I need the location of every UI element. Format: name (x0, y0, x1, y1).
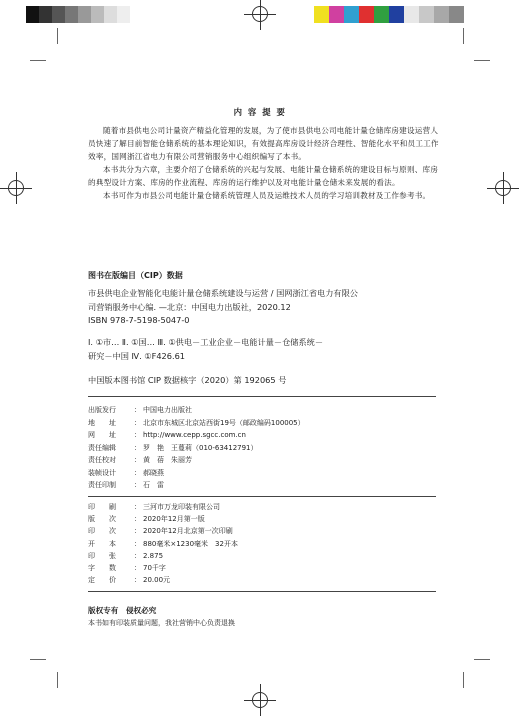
cip-verification (88, 374, 444, 388)
cip-record (88, 287, 444, 328)
info-value: 黄 蓓 朱丽芳 (143, 456, 192, 464)
colon: ： (134, 481, 141, 489)
printing-row (88, 575, 170, 585)
color-swatch (389, 6, 404, 23)
info-label: 印 次 (88, 527, 116, 536)
color-swatch (329, 6, 344, 23)
copyright-note: 本书如有印装质量问题，我社营销中心负责退换 (88, 619, 235, 627)
colon: ： (134, 456, 141, 464)
info-value: 70千字 (143, 564, 166, 572)
publisher-row (88, 468, 164, 478)
publisher-row (88, 480, 164, 490)
copyright-title: 版权专有 侵权必究 (88, 606, 157, 615)
crop-mark (463, 28, 464, 44)
colon: ： (134, 527, 141, 536)
info-label: 责任印制 (88, 481, 116, 489)
publisher-row (88, 405, 192, 415)
publisher-row (88, 418, 305, 428)
color-swatch (117, 6, 130, 23)
colon: ： (134, 431, 141, 439)
info-label: 责任编辑 (88, 443, 116, 452)
info-label: 网 址 (88, 431, 116, 439)
info-label: 开 本 (88, 539, 116, 548)
colon: ： (134, 515, 141, 524)
color-swatch (65, 6, 78, 23)
crop-mark (474, 60, 490, 61)
color-swatch (434, 6, 449, 23)
crop-mark (474, 659, 490, 660)
crop-mark (30, 659, 46, 660)
info-label: 地 址 (88, 418, 116, 427)
cip-heading: 图书在版编目（CIP）数据 (88, 271, 183, 280)
info-value: 石 雷 (143, 481, 164, 489)
printing-row (88, 514, 205, 524)
info-label: 责任校对 (88, 456, 116, 464)
colon: ： (134, 418, 141, 427)
cip-line: 司营销服务中心编. —北京：中国电力出版社，2020.12 (88, 301, 291, 312)
crop-mark (30, 60, 46, 61)
color-swatch (374, 6, 389, 23)
info-value: 20.00元 (143, 576, 171, 585)
info-label: 印 张 (88, 551, 116, 560)
summary-paragraph: 本书可作为市县公司电能计量仓储系统管理人员及运维技术人员的学习培训教材及工作参考书。 (103, 191, 431, 200)
info-value: http://www.cepp.sgcc.com.cn (143, 431, 246, 439)
publisher-row (88, 430, 246, 440)
divider (88, 496, 436, 497)
colon: ： (134, 468, 141, 477)
registration-mark-left (6, 178, 26, 198)
color-swatch (78, 6, 91, 23)
info-value: 2.875 (143, 551, 164, 560)
cip-line: 市县供电企业智能化电能计量仓储系统建设与运营 / 国网浙江省电力有限公 (88, 288, 358, 298)
summary-paragraph: 本书共分为六章，主要介绍了仓储系统的兴起与发展、电能计量仓储系统的建设目标与原则、库房的典型设计方案、库房的作业流程、库房的运行维护以及对电能计量仓储未来发展的看法。 (88, 165, 439, 187)
publisher-row (88, 443, 258, 453)
color-swatch (91, 6, 104, 23)
printing-row (88, 551, 163, 561)
summary-paragraph: 随着市县供电公司计量资产精益化管理的发展，为了使市县供电公司电能计量仓储库房建设运营人员快速了解目前智能仓储系统的基本理论知识，有效提高库房设计经济合理性、智能化水平和员工工作效率，国网浙江省电力有限公司营销服务中心组织编写了本书。 (88, 126, 439, 161)
cip-verify-line: 中国版本图书馆 CIP 数据核字（2020）第 192065 号 (88, 375, 287, 385)
color-swatch (344, 6, 359, 23)
info-value: 三河市万龙印装有限公司 (143, 503, 220, 511)
info-label: 定 价 (88, 576, 116, 585)
colon: ： (134, 576, 141, 585)
cip-classification (88, 336, 444, 363)
printing-row (88, 563, 166, 573)
color-swatch (449, 6, 464, 23)
printing-row (88, 526, 233, 536)
info-label: 印 刷 (88, 503, 116, 511)
color-swatch (359, 6, 374, 23)
crop-mark (57, 672, 58, 688)
cip-line: ISBN 978-7-5198-5047-0 (88, 315, 190, 325)
crop-mark (57, 28, 58, 44)
colon: ： (134, 503, 141, 511)
info-label: 版 次 (88, 515, 116, 524)
crop-mark (463, 672, 464, 688)
registration-mark-top (250, 4, 270, 24)
info-value: 北京市东城区北京站西街19号（邮政编码100005） (143, 418, 305, 427)
cip-class-line: 研究－中国 Ⅳ. ①F426.61 (88, 350, 185, 361)
registration-mark-right (493, 178, 513, 198)
info-value: 中国电力出版社 (143, 406, 192, 414)
divider (88, 396, 436, 397)
info-value: 2020年12月北京第一次印刷 (143, 527, 233, 536)
cip-class-line: Ⅰ. ①市… Ⅱ. ①国… Ⅲ. ①供电－工业企业－电能计量－仓储系统－ (88, 337, 324, 347)
color-swatch (104, 6, 117, 23)
divider (88, 591, 436, 592)
summary-text (88, 124, 444, 202)
colon: ： (134, 564, 141, 572)
colon: ： (134, 406, 141, 414)
color-swatch (26, 6, 39, 23)
colon: ： (134, 539, 141, 548)
colon: ： (134, 551, 141, 560)
printing-row (88, 502, 220, 512)
registration-mark-bottom (250, 690, 270, 710)
info-label: 字 数 (88, 564, 116, 572)
color-swatch (404, 6, 419, 23)
info-label: 装帧设计 (88, 468, 116, 477)
publisher-row (88, 455, 192, 465)
color-calibration-strip (314, 6, 464, 23)
info-value: 2020年12月第一版 (143, 515, 205, 524)
color-swatch (314, 6, 329, 23)
info-label: 出版发行 (88, 406, 116, 414)
colon: ： (134, 443, 141, 452)
grayscale-calibration-strip (26, 6, 130, 23)
info-value: 郝晓燕 (143, 468, 164, 477)
color-swatch (39, 6, 52, 23)
summary-title: 内 容 提 要 (233, 107, 287, 117)
info-value: 880毫米×1230毫米 32开本 (143, 539, 238, 548)
printing-row (88, 539, 238, 549)
color-swatch (52, 6, 65, 23)
info-value: 罗 艳 王蔓莉（010-63412791） (143, 443, 258, 452)
color-swatch (419, 6, 434, 23)
